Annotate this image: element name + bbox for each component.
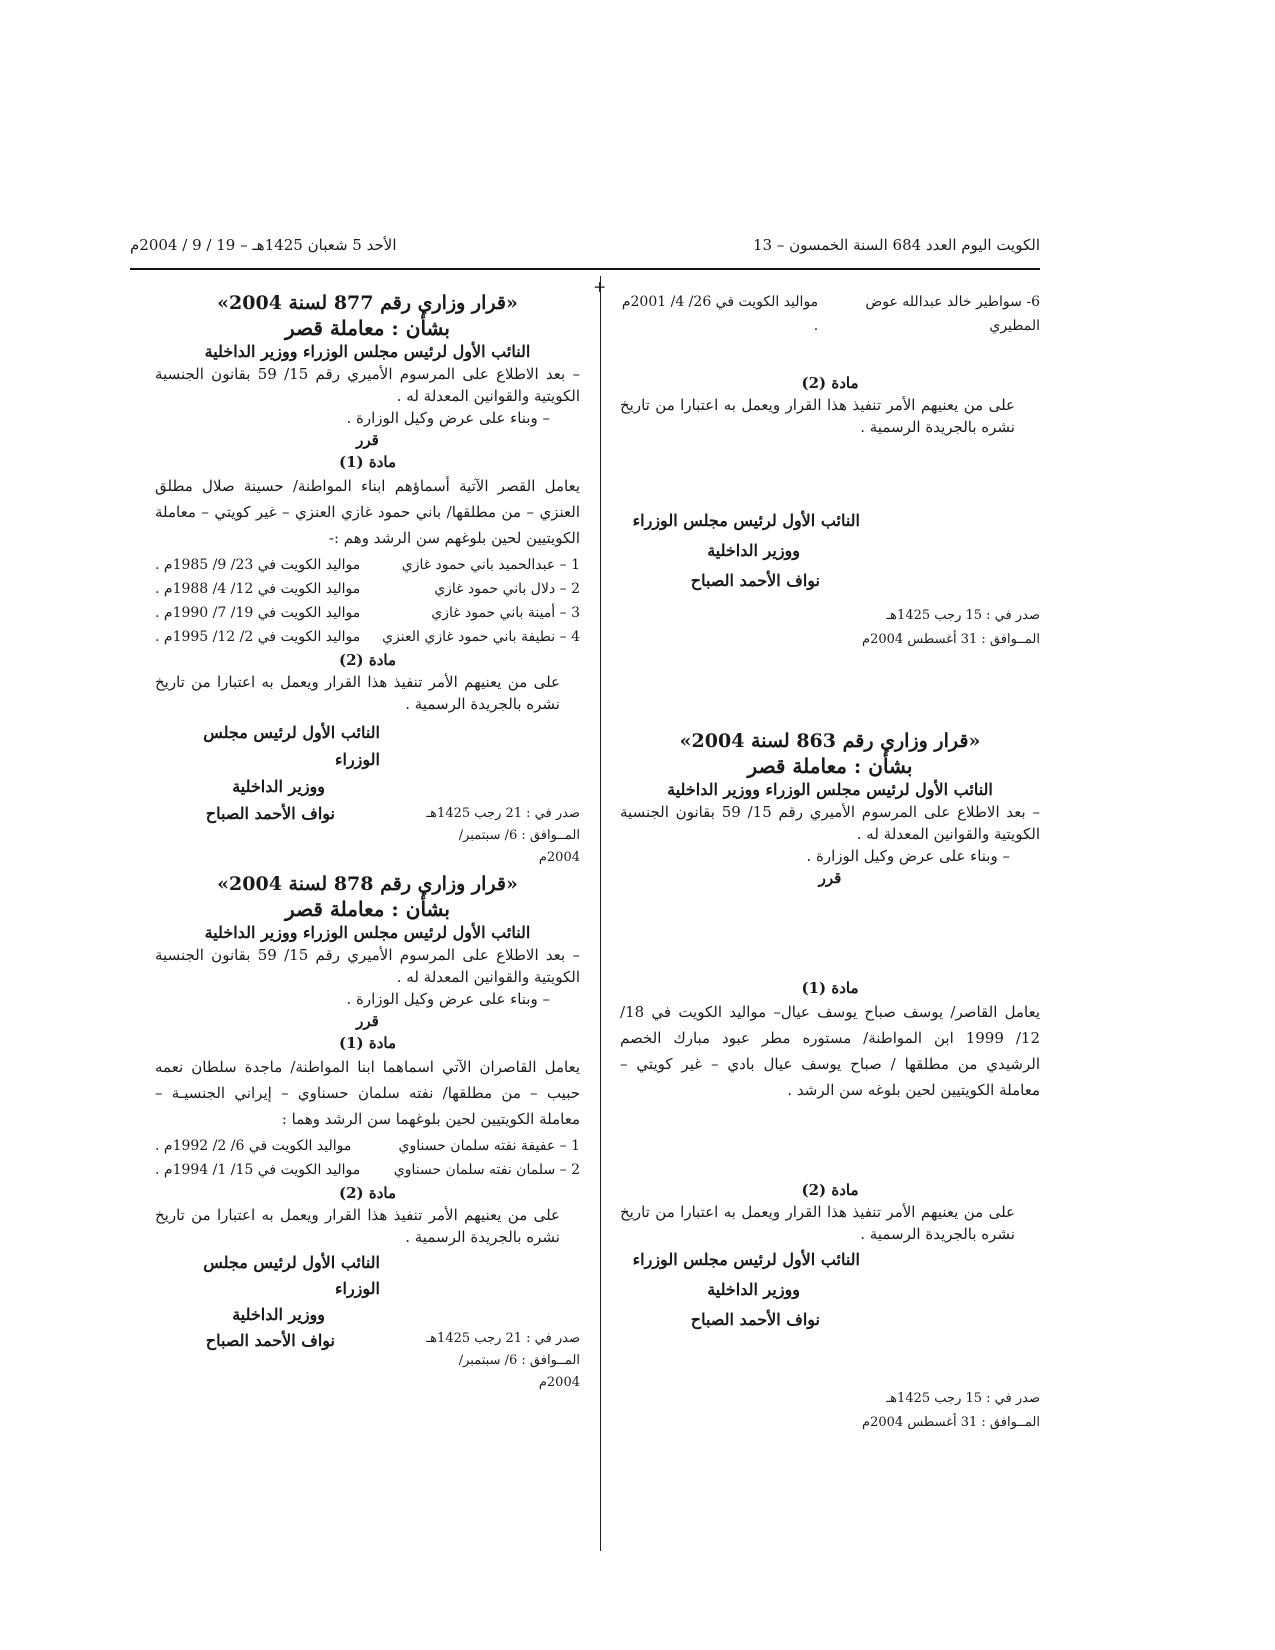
person-birth: مواليد الكويت في 12/ 4/ 1988م . xyxy=(155,581,361,597)
article-1-title: مادة (1) xyxy=(338,1034,396,1052)
person-birth: مواليد الكويت في 2/ 12/ 1995م . xyxy=(155,629,361,645)
preamble-proposal: – وبناء على عرض وكيل الوزارة . xyxy=(346,409,550,427)
preamble-decree: – بعد الاطلاع على المرسوم الأميري رقم 15/ 59 بقانون الجنسية الكويتية والقوانين المعدلة له . xyxy=(155,946,580,986)
signature-title: النائب الأول لرئيس مجلس الوزراء xyxy=(203,723,380,769)
minors-list xyxy=(155,1134,580,1182)
decision-878 xyxy=(155,873,580,1394)
signature-ministry: ووزير الداخلية xyxy=(707,541,800,560)
list-item xyxy=(155,625,580,649)
corresponding-date: المــوافق : 6/ سبتمبر/ 2004م xyxy=(458,828,580,865)
article-2-title: مادة (2) xyxy=(801,1181,859,1199)
issue-dates xyxy=(620,1387,1040,1435)
person-birth: مواليد الكويت في 19/ 7/ 1990م . xyxy=(155,605,361,621)
carry-over-name: 6- سواطير خالد عبدالله عوض المطيري xyxy=(865,294,1040,334)
decided-label: قرر xyxy=(818,869,842,887)
person-name: 4 – نطيفة باني حمود غازي العنزي xyxy=(382,629,580,645)
decision-title: «قرار وزاري رقم 863 لسنة 2004» xyxy=(679,730,981,752)
signature-title: النائب الأول لرئيس مجلس الوزراء xyxy=(632,511,860,530)
signature-name: نواف الأحمد الصباح xyxy=(690,571,820,590)
article-2-text: على من يعنيهم الأمر تنفيذ هذا القرار ويعمل به اعتبارا من تاريخ نشره بالجريدة الرسمية . xyxy=(155,1206,560,1246)
article-2-title: مادة (2) xyxy=(801,374,859,392)
list-item xyxy=(155,601,580,625)
signature-name: نواف الأحمد الصباح xyxy=(205,804,335,823)
signature-title: النائب الأول لرئيس مجلس الوزراء xyxy=(203,1253,380,1298)
signature-name: نواف الأحمد الصباح xyxy=(690,1310,820,1329)
column-cross-mark: + xyxy=(593,277,607,296)
issued-date: صدر في : 21 رجب 1425هـ xyxy=(426,1331,580,1346)
article-1-text: يعامل القاصر/ يوسف صباح يوسف عيال– مواليد الكويت في 18/ 12/ 1999 ابن المواطنة/ مستوره مطر عبود مبارك الخصم الرشيدي من مطلقها / صباح يوسف عيال بادي – غير كويتي – معاملة الكويتيين لحين بلوغه سن الرشد . xyxy=(620,1003,1040,1099)
corresponding-date: المــوافق : 6/ سبتمبر/ 2004م xyxy=(458,1353,580,1390)
signature-ministry: ووزير الداخلية xyxy=(707,1280,800,1299)
left-column xyxy=(155,290,580,1394)
decision-official: النائب الأول لرئيس مجلس الوزراء ووزير الداخلية xyxy=(667,780,993,799)
issued-date: صدر في : 15 رجب 1425هـ xyxy=(886,1391,1040,1406)
decided-label: قرر xyxy=(356,1012,379,1030)
person-birth: مواليد الكويت في 23/ 9/ 1985م . xyxy=(155,557,361,573)
corresponding-date: المــوافق : 31 أغسطس 2004م xyxy=(862,1415,1040,1430)
page-header xyxy=(130,236,1040,266)
carry-over-birth: مواليد الكويت في 26/ 4/ 2001م . xyxy=(621,294,819,334)
preamble-proposal: – وبناء على عرض وكيل الوزارة . xyxy=(806,847,1010,865)
person-name: 3 – أمينة باني حمود غازي xyxy=(431,605,580,621)
article-2-title: مادة (2) xyxy=(338,1184,396,1202)
decision-official: النائب الأول لرئيس مجلس الوزراء ووزير الداخلية xyxy=(204,342,531,361)
issued-date: صدر في : 21 رجب 1425هـ xyxy=(426,806,580,821)
column-divider xyxy=(600,276,601,1551)
preamble-decree: – بعد الاطلاع على المرسوم الأميري رقم 15/ 59 بقانون الجنسية الكويتية والقوانين المعدلة له . xyxy=(155,365,580,405)
person-name: 2 – دلال باني حمود غازي xyxy=(434,581,580,597)
right-column xyxy=(620,290,1040,1435)
issue-dates xyxy=(420,1328,580,1394)
preamble-decree: – بعد الاطلاع على المرسوم الأميري رقم 15/ 59 بقانون الجنسية الكويتية والقوانين المعدلة له . xyxy=(620,803,1040,843)
minors-list xyxy=(155,553,580,649)
signature-ministry: ووزير الداخلية xyxy=(232,1305,325,1324)
decision-title: «قرار وزاري رقم 878 لسنة 2004» xyxy=(217,873,518,895)
carry-over-item xyxy=(620,290,1040,338)
decision-877 xyxy=(155,292,580,869)
article-2-text: على من يعنيهم الأمر تنفيذ هذا القرار ويعمل به اعتبارا من تاريخ نشره بالجريدة الرسمية . xyxy=(620,1203,1015,1243)
person-name: 1 – عبدالحميد باني حمود غازي xyxy=(401,557,580,573)
decided-label: قرر xyxy=(356,431,379,449)
signature-ministry: ووزير الداخلية xyxy=(232,777,325,796)
article-2-title: مادة (2) xyxy=(338,651,396,669)
list-item xyxy=(155,1134,580,1158)
header-rule xyxy=(130,268,1040,270)
person-birth: مواليد الكويت في 6/ 2/ 1992م . xyxy=(155,1138,352,1154)
article-1-text: يعامل القصر الآتية أسماؤهم ابناء المواطنة/ حسينة صلال مطلق العنزي – من مطلقها/ باني حمود غازي العنزي – غير كويتي – معاملة الكويتيين لحين بلوغهم سن الرشد وهم :- xyxy=(155,477,580,547)
signature-block xyxy=(620,506,1040,596)
decision-subject: بشأن : معاملة قصر xyxy=(747,754,913,778)
decision-863 xyxy=(620,730,1040,1435)
article-1-title: مادة (1) xyxy=(801,979,859,997)
list-item xyxy=(155,577,580,601)
signature-title: النائب الأول لرئيس مجلس الوزراء xyxy=(632,1250,860,1269)
issue-dates xyxy=(420,803,580,869)
signature-block xyxy=(620,1245,1040,1335)
article-1-title: مادة (1) xyxy=(338,453,396,471)
signature-name: نواف الأحمد الصباح xyxy=(205,1331,335,1350)
list-item xyxy=(155,553,580,577)
decision-subject: بشأن : معاملة قصر xyxy=(285,897,450,921)
issue-dates xyxy=(620,604,1040,652)
header-date: الأحد 5 شعبان 1425هـ – 19 / 9 / 2004م xyxy=(130,236,397,254)
decision-title: «قرار وزاري رقم 877 لسنة 2004» xyxy=(217,292,518,314)
preamble-proposal: – وبناء على عرض وكيل الوزارة . xyxy=(346,990,550,1008)
decision-official: النائب الأول لرئيس مجلس الوزراء ووزير الداخلية xyxy=(204,923,531,942)
person-name: 2 – سلمان نفته سلمان حسناوي xyxy=(393,1162,580,1178)
decision-subject: بشأن : معاملة قصر xyxy=(285,316,450,340)
header-issue: الكويت اليوم العدد 684 السنة الخمسون – 13 xyxy=(752,236,1040,254)
article-1-text: يعامل القاصران الآتي اسماهما ابنا المواطنة/ ماجدة سلطان نعمه حبيب – من مطلقها/ نفته سلمان حسناوي – إيراني الجنسيـة – معاملة الكويتيين لحين بلوغهما سن الرشد وهما : xyxy=(155,1058,580,1128)
list-item xyxy=(155,1158,580,1182)
article-2-text: على من يعنيهم الأمر تنفيذ هذا القرار ويعمل به اعتبارا من تاريخ نشره بالجريدة الرسمية . xyxy=(620,396,1015,436)
person-birth: مواليد الكويت في 15/ 1/ 1994م . xyxy=(155,1162,361,1178)
person-name: 1 – عفيفة نفته سلمان حسناوي xyxy=(398,1138,580,1154)
article-2-text: على من يعنيهم الأمر تنفيذ هذا القرار ويعمل به اعتبارا من تاريخ نشره بالجريدة الرسمية . xyxy=(155,673,560,713)
corresponding-date: المــوافق : 31 أغسطس 2004م xyxy=(862,632,1040,647)
issued-date: صدر في : 15 رجب 1425هـ xyxy=(886,608,1040,623)
